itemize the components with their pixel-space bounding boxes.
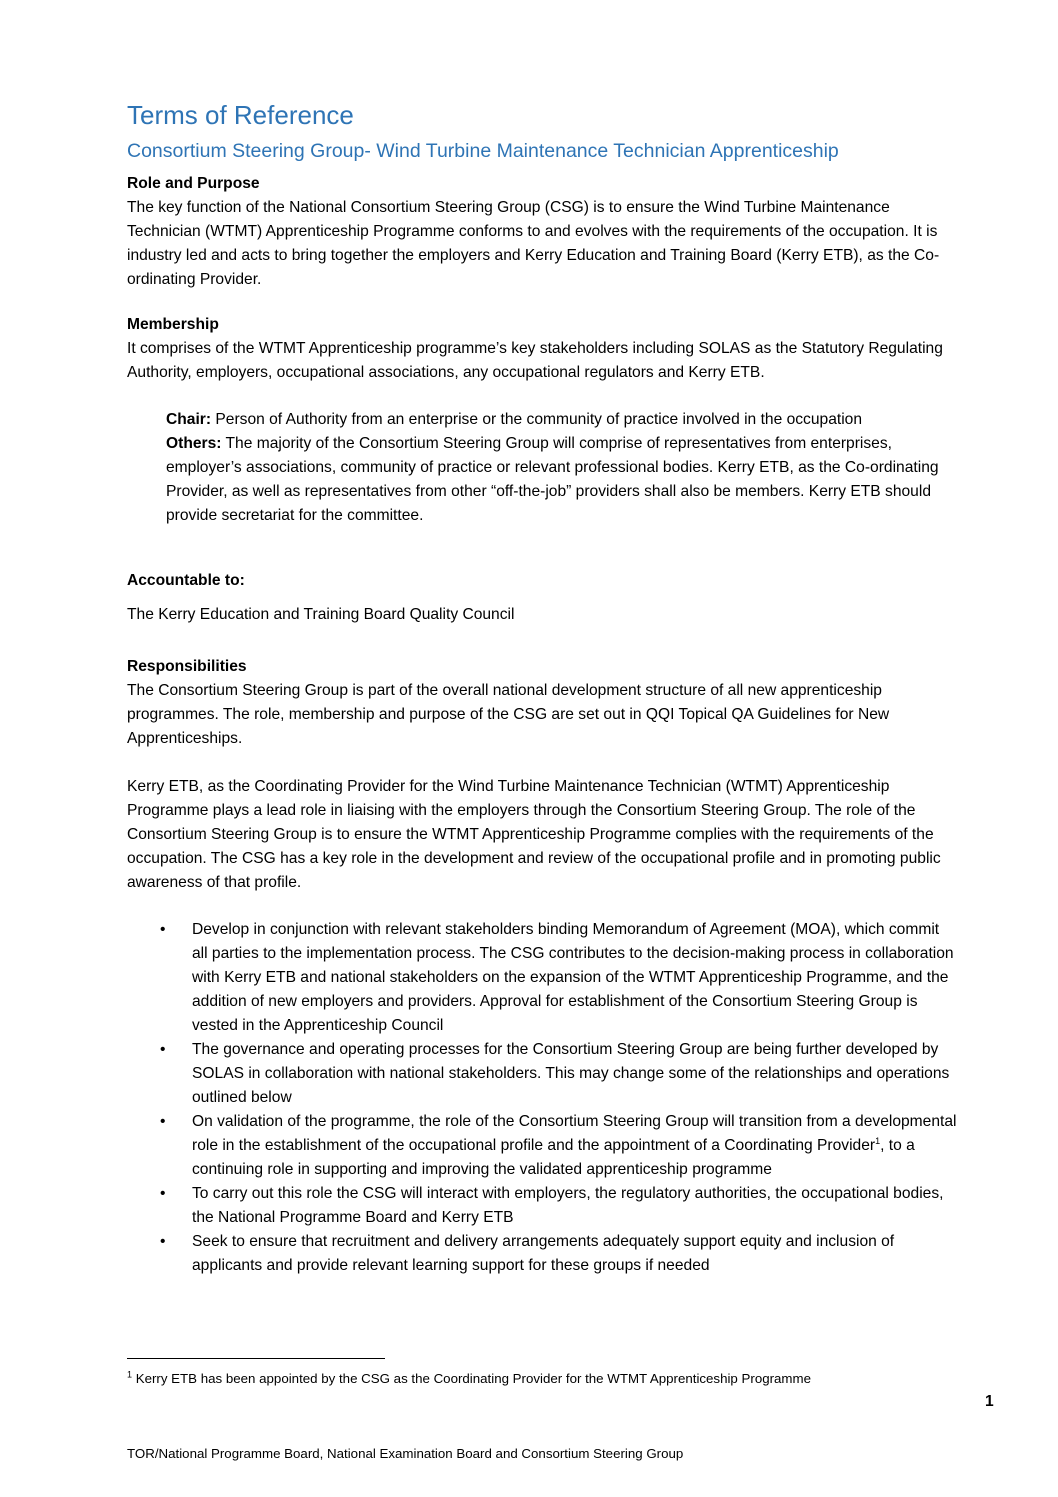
- footnote-reference[interactable]: 1: [875, 1135, 881, 1146]
- accountable-heading: Accountable to:: [127, 572, 245, 589]
- others-text: The majority of the Consortium Steering Group will comprise of representatives from enterprises, employer’s associations, community of practice or relevant professional bodies. Kerry ETB, as the Co-ordinating Provider, as well as representatives from other “off-the-job” providers shall also be members. Kerry ETB should provide secretariat for the committee.: [166, 435, 939, 524]
- list-item: • To carry out this role the CSG will interact with employers, the regulatory authorities, the occupational bodies, the National Programme Board and Kerry ETB: [127, 1182, 957, 1230]
- list-item: • Seek to ensure that recruitment and delivery arrangements adequately support equity and inclusion of applicants and provide relevant learning support for these groups if needed: [127, 1230, 957, 1278]
- bullet-icon: •: [160, 1185, 166, 1202]
- role-heading: Role and Purpose: [127, 175, 260, 192]
- responsibilities-heading: Responsibilities: [127, 658, 247, 675]
- bullet-icon: •: [160, 921, 166, 938]
- footnote-text: Kerry ETB has been appointed by the CSG as the Coordinating Provider for the WTMT Apprenticeship Programme: [132, 1371, 811, 1386]
- chair-label: Chair:: [166, 411, 212, 428]
- responsibilities-para-2: Kerry ETB, as the Coordinating Provider for the Wind Turbine Maintenance Technician (WTMT) Apprenticeship Programme plays a lead role in liaising with the employers through the Consortium Steering Group. The role of the Consortium Steering Group is to ensure the WTMT Apprenticeship Programme complies with the requirements of the occupation. The CSG has a key role in the development and review of the occupational profile and in promoting public awareness of that profile.: [127, 778, 941, 891]
- role-section: [127, 172, 947, 292]
- page-title: Terms of Reference: [127, 100, 354, 130]
- footnote: [127, 1371, 811, 1386]
- responsibilities-section: [127, 655, 947, 895]
- membership-text: It comprises of the WTMT Apprenticeship programme’s key stakeholders including SOLAS as the Statutory Regulating Authority, employers, occupational associations, any occupational regulators and Kerry ETB.: [127, 340, 943, 381]
- bullet-icon: •: [160, 1041, 166, 1058]
- responsibilities-list: [127, 918, 957, 1278]
- list-item: • Develop in conjunction with relevant stakeholders binding Memorandum of Agreement (MOA), which commit all parties to the implementation process. The CSG contributes to the decision-making process in collaboration with Kerry ETB and national stakeholders on the expansion of the WTMT Apprenticeship Programme, and the addition of new employers and providers. Approval for establishment of the Consortium Steering Group is vested in the Apprenticeship Council: [127, 918, 957, 1038]
- chair-line: [166, 408, 951, 432]
- page-subtitle: Consortium Steering Group- Wind Turbine Maintenance Technician Apprenticeship: [127, 140, 839, 162]
- bullet-icon: •: [160, 1113, 166, 1130]
- chair-text: Person of Authority from an enterprise or the community of practice involved in the occupation: [211, 411, 863, 428]
- footnote-divider: [127, 1358, 385, 1359]
- membership-heading: Membership: [127, 316, 219, 333]
- footnote-marker: 1: [127, 1369, 133, 1380]
- responsibilities-para-1: The Consortium Steering Group is part of the overall national development structure of all new apprenticeship programmes. The role, membership and purpose of the CSG are set out in QQI Topical QA Guidelines for New Apprenticeships.: [127, 682, 890, 747]
- bullet-icon: •: [160, 1233, 166, 1250]
- others-line: [166, 432, 951, 528]
- others-label: Others:: [166, 435, 222, 452]
- page-footer: TOR/National Programme Board, National Examination Board and Consortium Steering Group: [127, 1446, 684, 1461]
- role-text: The key function of the National Consortium Steering Group (CSG) is to ensure the Wind Turbine Maintenance Technician (WTMT) Apprenticeship Programme conforms to and evolves with the requirements of the occupation. It is industry led and acts to bring together the employers and Kerry Education and Training Board (Kerry ETB), as the Co-ordinating Provider.: [127, 199, 940, 288]
- membership-roles: [166, 408, 951, 528]
- list-item: • On validation of the programme, the role of the Consortium Steering Group will transition from a developmental role in the establishment of the occupational profile and the appointment of a Coordinating Provider$^1$, to a continuing role in supporting and improving the validated apprenticeship programme: [127, 1110, 957, 1182]
- accountable-section: [127, 569, 947, 627]
- page-number: 1: [985, 1393, 994, 1410]
- membership-section: [127, 313, 947, 385]
- accountable-text: The Kerry Education and Training Board Quality Council: [127, 606, 515, 623]
- list-item: • The governance and operating processes for the Consortium Steering Group are being further developed by SOLAS in collaboration with national stakeholders. This may change some of the relationships and operations outlined below: [127, 1038, 957, 1110]
